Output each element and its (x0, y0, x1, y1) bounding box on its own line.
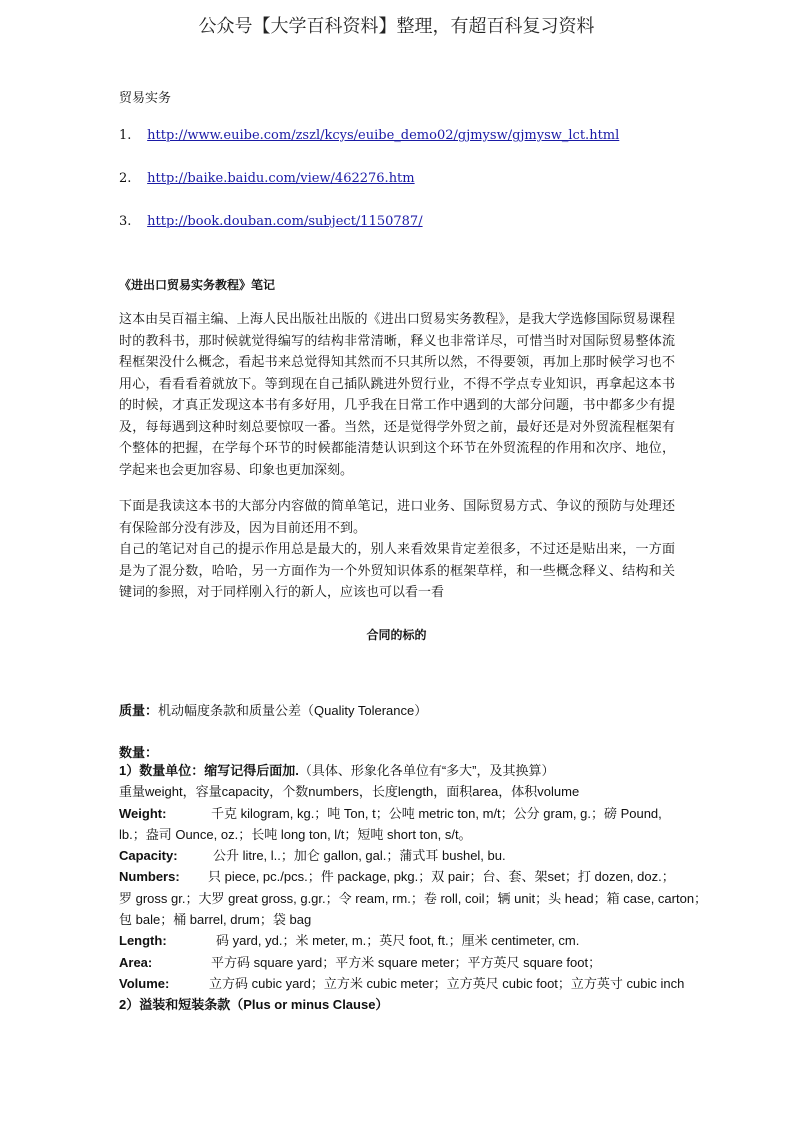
volume-label: Volume: (119, 975, 170, 991)
area-row (119, 952, 679, 973)
intro-paragraph: 这本由吴百福主编、上海人民出版社出版的《进出口贸易实务教程》，是我大学选修国际贸易课程时的教科书，那时候就觉得编写的结构非常清晰，释义也非常详尽，可惜当时对国际贸易整体流程框架没什么概念，看起书来总觉得知其然而不只其所以然，不得要领，再加上那时候学习也不用心，看看看着就放下。等到现在自己插队跳进外贸行业，不得不学点专业知识，再拿起这本书的时候，才真正发现这本书有多好用，几乎我在日常工作中遇到的大部分问题，书中都多少有提及，每每遇到这种时刻总要惊叹一番。当然，还是觉得学外贸之前，最好还是对外贸流程框架有个整体的把握，在学每个环节的时候都能清楚认识到这个环节在外贸流程的作用和次序、地位，学起来也会更加容易、印象也更加深刻。 (119, 312, 675, 478)
weight-row-cont: lb.；盎司 Ounce, oz.；长吨 long ton, l/t；短吨 short ton, s/t。 (119, 826, 472, 842)
capacity-text: 公升 litre, l..；加仑 gallon, gal.；蒲式耳 bushel, bu. (213, 848, 506, 864)
numbers-row-cont: 包 bale；桶 barrel, drum；袋 bag (119, 912, 312, 928)
quality-text: 机动幅度条款和质量公差（Quality Tolerance） (158, 703, 428, 718)
section-title: 贸易实务 (119, 91, 172, 106)
note-title: 《进出口贸易实务教程》笔记 (119, 278, 276, 292)
area-text: 平方码 square yard；平方米 square meter；平方英尺 square foot； (211, 954, 602, 970)
area-label: Area: (119, 954, 153, 970)
link-number: 3. (119, 214, 132, 229)
length-row (119, 930, 679, 951)
contract-subject-title: 合同的标的 (366, 628, 427, 642)
numbers-row (119, 866, 679, 887)
quantity-unit-heading (119, 760, 679, 781)
link-douban[interactable]: http://book.douban.com/subject/1150787/ (147, 214, 423, 229)
link-number: 2. (119, 171, 132, 186)
capacity-label: Capacity: (119, 848, 178, 864)
numbers-row-cont: 罗 gross gr.；大罗 great gross, g.gr.；令 ream, rm.；卷 roll, coil；辆 unit；头 head；箱 case, carton； (119, 890, 708, 906)
quality-line (119, 700, 427, 719)
link-list (119, 126, 619, 255)
length-label: Length: (119, 933, 167, 949)
link-euibe[interactable]: http://www.euibe.com/zszl/kcys/euibe_demo02/gjmysw/gjmysw_lct.html (147, 128, 620, 143)
volume-text: 立方码 cubic yard；立方米 cubic meter；立方英尺 cubic foot；立方英寸 cubic inch (209, 975, 685, 991)
numbers-text: 只 piece, pc./pcs.；件 package, pkg.；双 pair；台、套、架set；打 dozen, doz.； (208, 869, 675, 885)
item1-label: 1）数量单位：缩写记得后面加. (119, 763, 299, 778)
volume-row (119, 973, 685, 994)
capacity-row (119, 845, 679, 866)
scope-paragraph: 下面是我读这本书的大部分内容做的简单笔记，进口业务、国际贸易方式、争议的预防与处理还有保险部分没有涉及，因为目前还用不到。 (119, 499, 675, 536)
weight-text: 千克 kilogram, kg.；吨 Ton, t；公吨 metric ton, m/t；公分 gram, g.；磅 Pound, (211, 805, 662, 821)
link-baike[interactable]: http://baike.baidu.com/view/462276.htm (147, 171, 415, 186)
page-header: 公众号【大学百科资料】整理，有超百科复习资料 (198, 16, 595, 37)
link-number: 1. (119, 128, 132, 143)
measure-types: 重量weight，容量capacity，个数numbers，长度length，面积area，体积volume (119, 784, 580, 800)
link-item (119, 169, 619, 212)
length-text: 码 yard, yd.；米 meter, m.；英尺 foot, ft.；厘米 centimeter, cm. (216, 933, 580, 949)
item1-text: （具体、形象化各单位有“多大”，及其换算） (298, 763, 555, 778)
plus-minus-clause-heading: 2）溢装和短装条款（Plus or minus Clause） (119, 997, 389, 1013)
quantity-title: 数量： (119, 745, 159, 760)
link-item (119, 212, 619, 255)
quantity-section (119, 760, 708, 1016)
quality-label: 质量： (119, 703, 159, 718)
numbers-label: Numbers: (119, 869, 180, 885)
weight-row (119, 803, 679, 824)
link-item (119, 126, 619, 169)
purpose-paragraph: 自己的笔记对自己的提示作用总是最大的，别人来看效果肯定差很多，不过还是贴出来，一方面是为了混分数，哈哈，另一方面作为一个外贸知识体系的框架草样，和一些概念释义、结构和关键词的参照，对于同样刚入行的新人，应该也可以看一看 (119, 542, 675, 600)
weight-label: Weight: (119, 805, 167, 821)
